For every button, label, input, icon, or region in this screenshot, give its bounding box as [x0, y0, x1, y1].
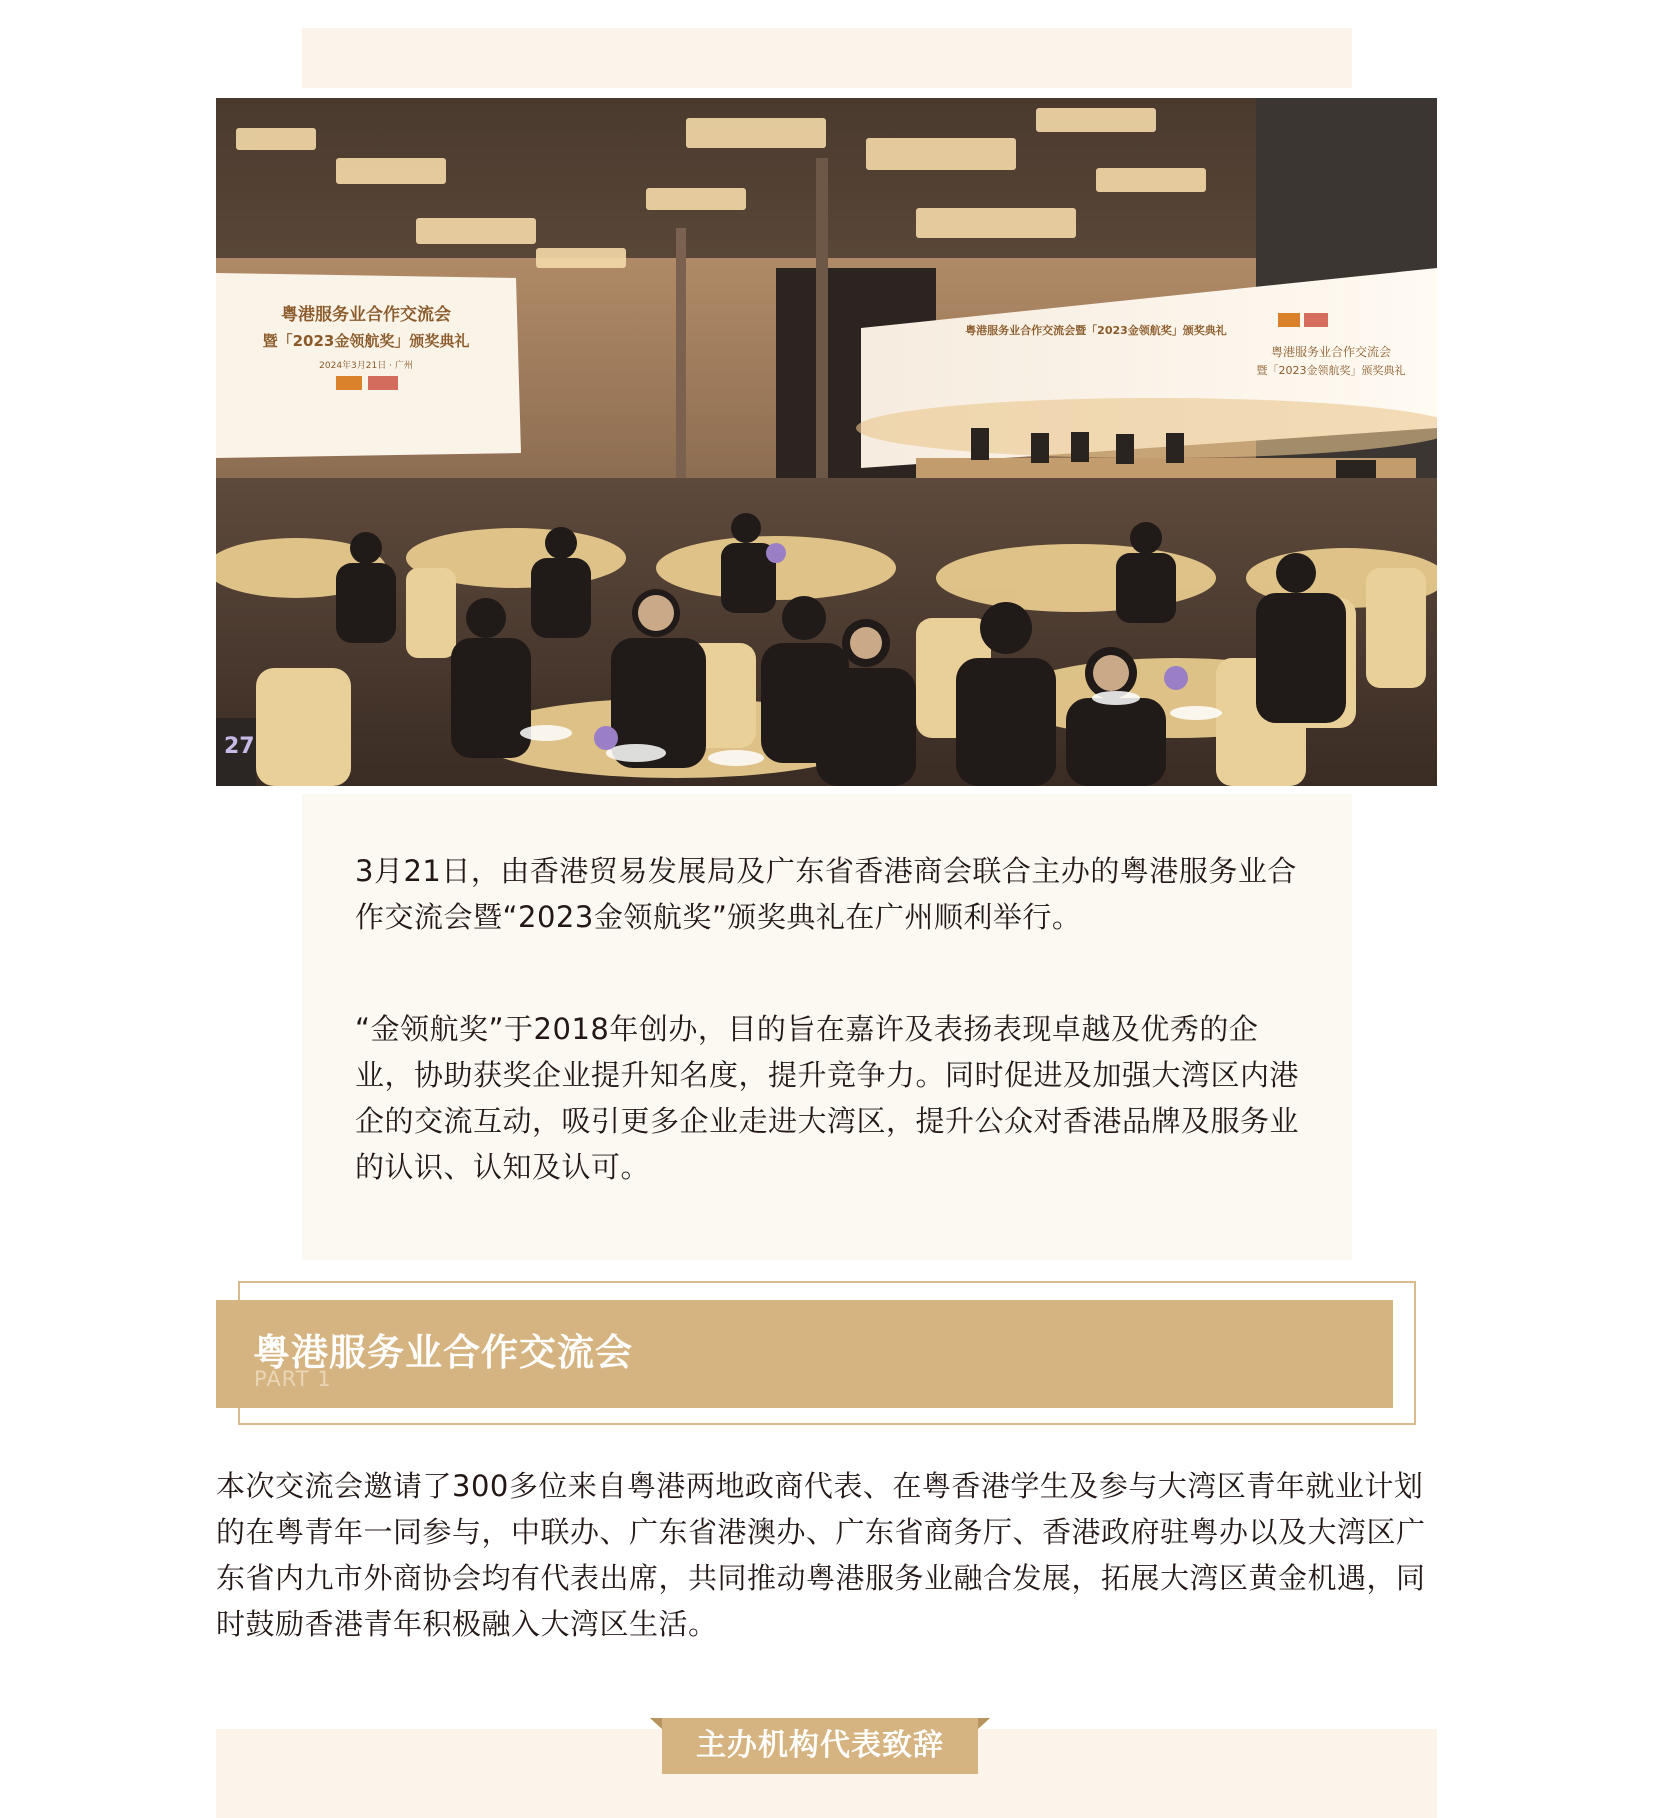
right-screen-header: 粤港服务业合作交流会暨「2023金领航奖」颁奖典礼 [965, 324, 1227, 337]
tdc-logo-left [368, 376, 398, 390]
next-section-tag [650, 1718, 990, 1774]
top-decorative-band [302, 28, 1352, 88]
section-title: 粤港服务业合作交流会 [253, 1331, 633, 1374]
section-subtitle: PART 1 [254, 1367, 332, 1391]
right-screen-line1: 粤港服务业合作交流会 [1270, 345, 1392, 359]
left-screen-line2: 暨「2023金领航奖」颁奖典礼 [262, 332, 470, 350]
intro-paragraph-2: “金领航奖”于2018年创办，目的旨在嘉许及表扬表现卓越及优秀的企业，协助获奖企业提升知名度，提升竞争力。同时促进及加强大湾区内港企的交流互动，吸引更多企业走进大湾区，提升公众对香港品牌及服务业的认识、认知及认可。 [355, 1012, 1300, 1184]
hkcc-logo-right [1278, 313, 1300, 327]
left-screen-date: 2024年3月21日 · 广州 [319, 361, 413, 371]
right-screen-line2: 暨「2023金领航奖」颁奖典礼 [1256, 364, 1406, 377]
intro-paragraph-1: 3月21日，由香港贸易发展局及广东省香港商会联合主办的粤港服务业合作交流会暨“2023金领航奖”颁奖典礼在广州顺利举行。 [355, 854, 1297, 934]
next-section-label: 主办机构代表致辞 [696, 1728, 944, 1763]
event-photo [216, 98, 1437, 786]
tdc-logo-right [1304, 313, 1328, 327]
hkcc-logo-left [336, 376, 362, 390]
table-number: 27 [224, 734, 255, 759]
left-screen-line1: 粤港服务业合作交流会 [281, 305, 451, 325]
section-body-paragraph: 本次交流会邀请了300多位来自粤港两地政商代表、在粤香港学生及参与大湾区青年就业计划的在粤青年一同参与，中联办、广东省港澳办、广东省商务厅、香港政府驻粤办以及大湾区广东省内九市外商协会均有代表出席，共同推动粤港服务业融合发展，拓展大湾区黄金机遇，同时鼓励香港青年积极融入大湾区生活。 [216, 1469, 1426, 1641]
